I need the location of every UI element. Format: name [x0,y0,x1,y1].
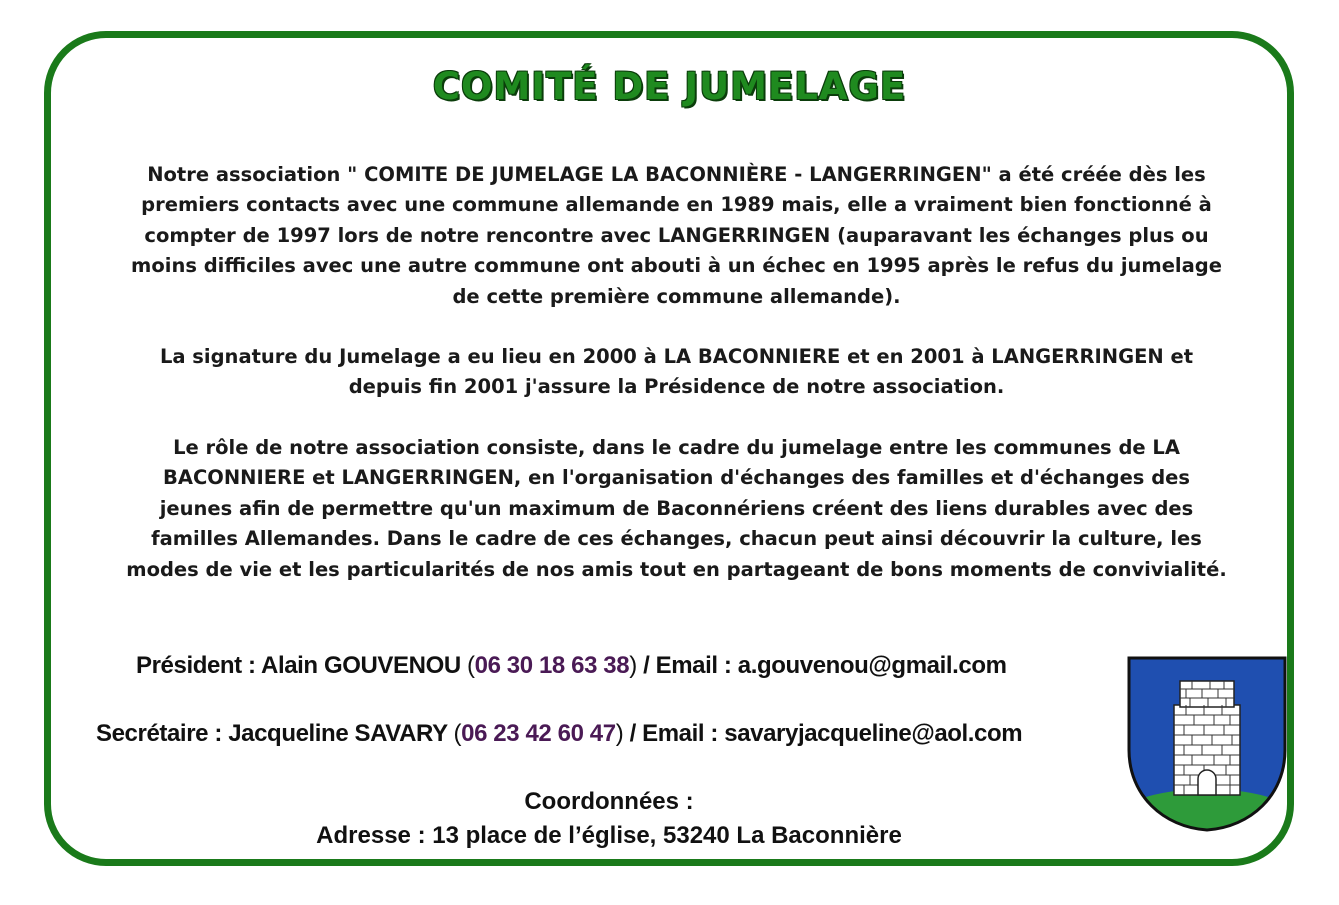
coat-of-arms-icon [1126,655,1288,833]
address: Adresse : 13 place de l’église, 53240 La Baconnière [316,822,902,849]
secretary-phone[interactable]: 06 23 42 60 47 [461,720,616,747]
paragraph-history: Notre association " COMITE DE JUMELAGE LA BACONNIÈRE - LANGERRINGEN" a été créée dès les premiers contacts avec une commune allemande en 1989 mais, elle a vraiment bien fonctionné à compter de 1997 lors de notre rencontre avec LANGERRINGEN (auparavant les échanges plus ou moins difficiles avec une autre commune ont abouti à un échec en 1995 après le refus du jumelage de cette première commune allemande). [131,163,1222,308]
contact-heading: Coordonnées : [524,788,694,815]
secretary-contact: Secrétaire : Jacqueline SAVARY (06 23 42 60 47) / Email : savaryjacqueline@aol.com [96,720,1023,747]
president-contact: Président : Alain GOUVENOU (06 30 18 63 38) / Email : a.gouvenou@gmail.com [136,652,1007,679]
secretary-email[interactable]: / Email : savaryjacqueline@aol.com [623,720,1023,747]
president-phone[interactable]: 06 30 18 63 38 [474,652,630,679]
secretary-label: Secrétaire : Jacqueline SAVARY [96,720,454,747]
tower-icon [1174,681,1240,795]
page-title: COMITÉ DE JUMELAGE [432,65,907,108]
paragraph-role: Le rôle de notre association consiste, dans le cadre du jumelage entre les communes de LA BACONNIERE et LANGERRINGEN, en l'organisation d'échanges des familles et d'échanges des jeunes afin de permettre qu'un maximum de Baconnériens créent des liens durables avec des familles Allemandes. Dans le cadre de ces échanges, chacun peut ainsi découvrir la culture, les modes de vie et les particularités de nos amis tout en partageant de bons moments de convivialité. [126,436,1227,581]
paragraph-signature: La signature du Jumelage a eu lieu en 2000 à LA BACONNIERE et en 2001 à LANGERRINGEN et depuis fin 2001 j'assure la Présidence de notre association. [159,345,1194,399]
president-email[interactable]: / Email : a.gouvenou@gmail.com [636,652,1007,679]
president-label: Président : Alain GOUVENOU [136,652,468,679]
